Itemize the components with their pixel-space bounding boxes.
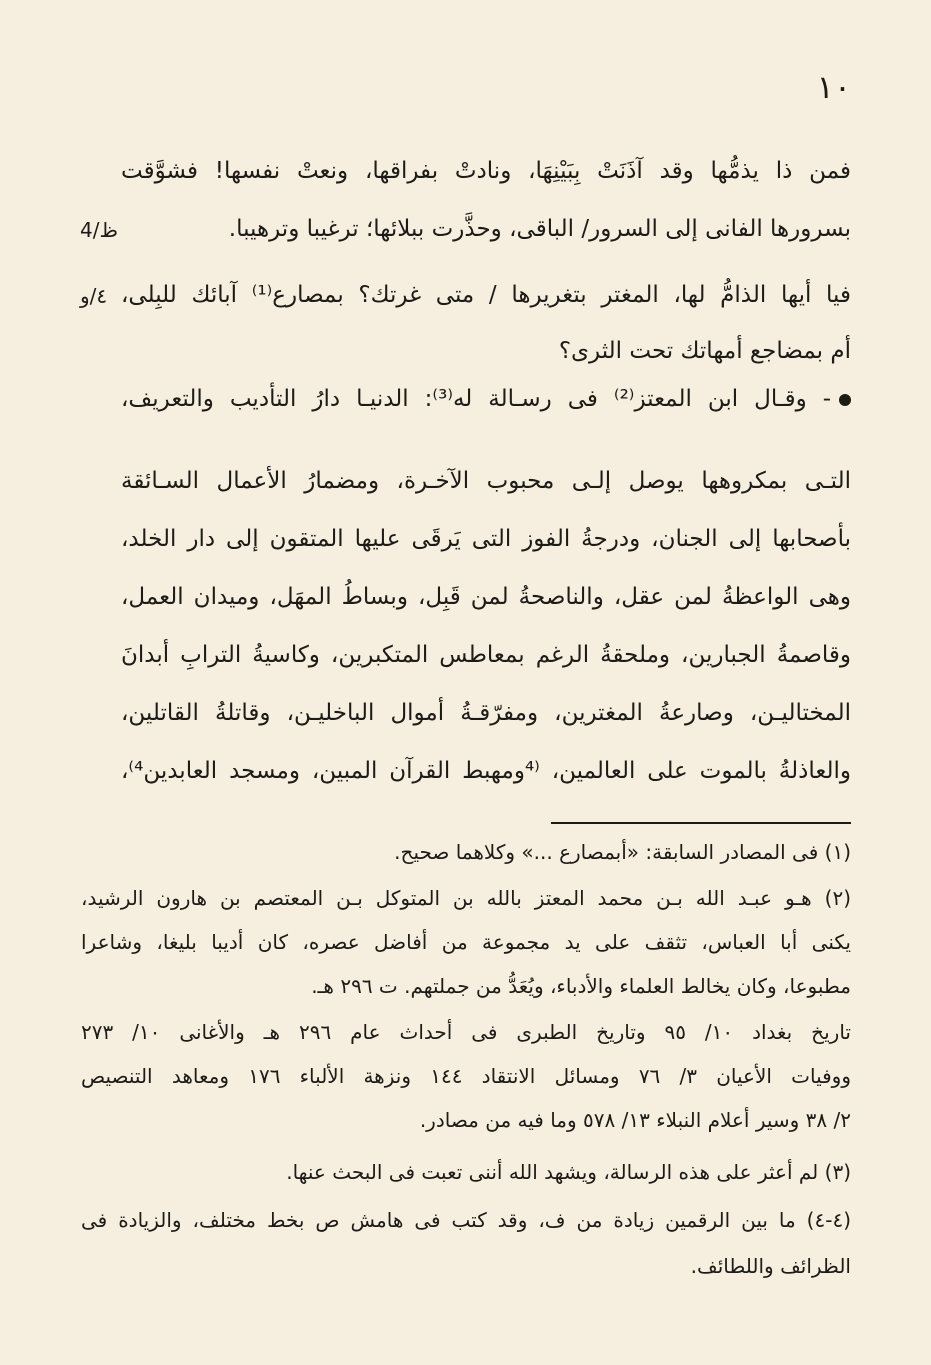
main-text-line: - وقـال ابن المعتز⁽²⁾ فى رسـالة له⁽³⁾: الدنيـا دارُ التأديب والتعريف، bbox=[121, 386, 831, 412]
footnote-line: ووفيات الأعيان ٣/ ٧٦ ومسائل الانتقاد ١٤٤ ونزهة الألباء ١٧٦ ومعاهد التنصيص bbox=[81, 1064, 851, 1088]
margin-folio-note: 4/ظ bbox=[80, 218, 118, 242]
footnote-line: تاريخ بغداد ١٠/ ٩٥ وتاريخ الطبرى فى أحداث عام ٢٩٦ هـ والأغانى ١٠/ ٢٧٣ bbox=[81, 1020, 851, 1044]
footnote-line: يكنى أبا العباس، تثقف على يد مجموعة من أفاضل عصره، كان أديبا بليغا، وشاعرا bbox=[81, 930, 851, 954]
bullet-icon bbox=[839, 394, 851, 406]
footnote-line: (١) فى المصادر السابقة: «أبمصارع ...» وكلاهما صحيح. bbox=[394, 840, 851, 864]
main-text-line: وقاصمةُ الجبارين، وملحقةُ الرغم بمعاطس المتكبرين، وكاسيةُ الترابِ أبدانَ bbox=[121, 642, 851, 668]
main-text-line: والعاذلةُ بالموت على العالمين، ⁽⁴ومهبط القرآن المبين، ومسجد العابدين⁴⁾، bbox=[121, 758, 851, 784]
main-text-line: المختاليـن، وصارعةُ المغترين، ومفرّقـةُ أموال الباخليـن، وقاتلةُ القاتلين، bbox=[121, 700, 851, 726]
main-text-line: التـى بمكروهها يوصل إلـى محبوب الآخـرة، ومضمارُ الأعمال السـائقة bbox=[121, 468, 851, 494]
footnote-line: الظرائف واللطائف. bbox=[690, 1254, 851, 1278]
footnote-line: مطبوعا، وكان يخالط العلماء والأدباء، ويُعَدُّ من جملتهم. ت ٢٩٦ هـ. bbox=[311, 974, 851, 998]
footnote-divider bbox=[551, 822, 851, 824]
footnote-line: (٣) لم أعثر على هذه الرسالة، ويشهد الله أننى تعبت فى البحث عنها. bbox=[286, 1160, 851, 1184]
footnote-line: (٢) هـو عبـد الله بـن محمد المعتز بالله بن المتوكل بـن المعتصم بن هارون الرشيد، bbox=[81, 886, 851, 910]
main-text-line: أم بمضاجع أمهاتك تحت الثرى؟ bbox=[558, 338, 851, 364]
footnote-line: (٤-٤) ما بين الرقمين زيادة من ف، وقد كتب فى هامش ص بخط مختلف، والزيادة فى bbox=[81, 1208, 851, 1232]
main-text-line: فمن ذا يذمُّها وقد آذَنَتْ بِبَيْنِهَا، ونادتْ بفراقها، ونعتْ نفسها! فشوَّقت bbox=[121, 158, 851, 184]
page-number: ١٠ bbox=[816, 68, 851, 106]
main-text-line: فيا أيها الذامُّ لها، المغتر بتغريرها / متى غرتك؟ بمصارع⁽¹⁾ آبائك للبِلى، bbox=[121, 282, 851, 308]
footnote-line: ٢/ ٣٨ وسير أعلام النبلاء ١٣/ ٥٧٨ وما فيه من مصادر. bbox=[419, 1108, 851, 1132]
main-text-line: بسرورها الفانى إلى السرور/ الباقى، وحذَّرت ببلائها؛ ترغيبا وترهيبا. bbox=[228, 216, 851, 242]
main-text-line: وهى الواعظةُ لمن عقل، والناصحةُ لمن قَبِل، وبساطُ المهَل، وميدان العمل، bbox=[121, 584, 851, 610]
main-text-line: بأصحابها إلى الجنان، ودرجةُ الفوز التى يَرقَى عليها المتقون إلى دار الخلد، bbox=[121, 526, 851, 552]
margin-folio-note: ٤/و bbox=[80, 284, 108, 308]
